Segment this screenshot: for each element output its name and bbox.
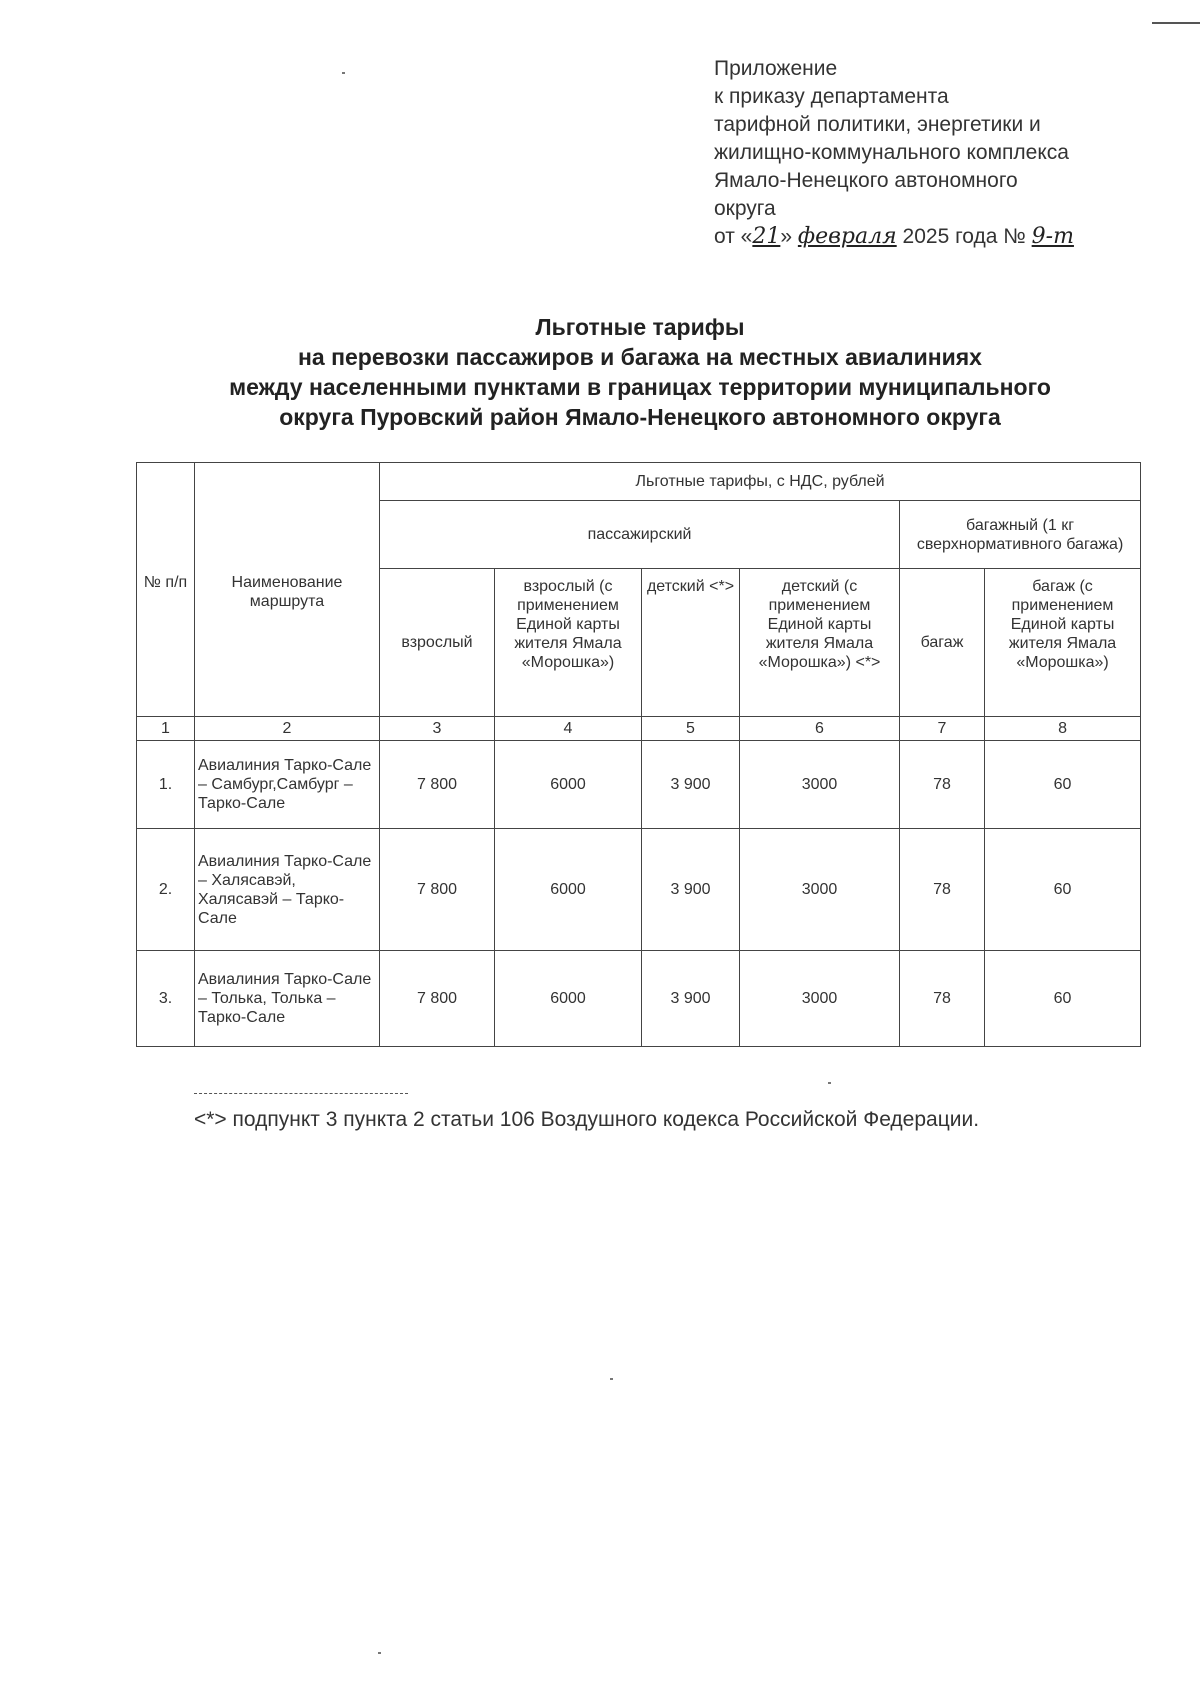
route-name: Авиалиния Тарко-Сале – Халясавэй, Халясавэй – Тарко-Сале (195, 829, 380, 951)
header-child: детский <*> (642, 569, 740, 717)
scan-speck (378, 1652, 381, 1654)
header-group-passenger: пассажирский (380, 501, 900, 569)
order-date-line: от «21» февраля 2025 года № 9-т (714, 224, 1074, 249)
tariff-child: 3 900 (642, 951, 740, 1047)
title-line: между населенными пунктами в границах территории муниципального (229, 374, 1051, 400)
tariff-adult: 7 800 (380, 951, 495, 1047)
header-line: округа (714, 197, 776, 220)
tariff-baggage: 78 (900, 829, 985, 951)
column-number: 3 (380, 717, 495, 741)
scan-edge-mark (1152, 0, 1200, 24)
header-line: тарифной политики, энергетики и (714, 113, 1041, 136)
scan-speck (342, 72, 345, 74)
footnote-separator (194, 1093, 408, 1094)
route-name: Авиалиния Тарко-Сале – Самбург,Самбург – Тарко-Сале (195, 741, 380, 829)
tariff-child-card: 3000 (740, 829, 900, 951)
header-line: Ямало-Ненецкого автономного (714, 169, 1018, 192)
tariff-baggage-card: 60 (985, 829, 1141, 951)
header-baggage-card: багаж (с применением Единой карты жителя Ямала «Морошка») (985, 569, 1141, 717)
title-line: Льготные тарифы (535, 314, 745, 340)
column-number-row (137, 717, 1141, 741)
column-number: 6 (740, 717, 900, 741)
tariff-table (136, 462, 1141, 1047)
tariff-baggage: 78 (900, 951, 985, 1047)
tariff-adult-card: 6000 (495, 741, 642, 829)
tariff-adult-card: 6000 (495, 829, 642, 951)
header-group-baggage: багажный (1 кг сверхнормативного багажа) (900, 501, 1141, 569)
handwritten-order-number: 9-т (1031, 224, 1074, 249)
header-col-no: № п/п (137, 463, 195, 717)
document-title (120, 312, 1160, 432)
header-line: к приказу департамента (714, 85, 949, 108)
header-child-card: детский (с применением Единой карты жителя Ямала «Морошка») <*> (740, 569, 900, 717)
tariff-adult-card: 6000 (495, 951, 642, 1047)
title-line: округа Пуровский район Ямало-Ненецкого автономного округа (279, 404, 1001, 430)
table-row (137, 741, 1141, 829)
header-line: жилищно-коммунального комплекса (714, 141, 1069, 164)
tariff-child-card: 3000 (740, 741, 900, 829)
table-row (137, 829, 1141, 951)
tariff-baggage: 78 (900, 741, 985, 829)
column-number: 2 (195, 717, 380, 741)
tariff-child: 3 900 (642, 741, 740, 829)
scan-speck (610, 1378, 613, 1380)
row-number: 3. (137, 951, 195, 1047)
tariff-child-card: 3000 (740, 951, 900, 1047)
table-row (137, 951, 1141, 1047)
header-baggage: багаж (900, 569, 985, 717)
footnote-text: <*> подпункт 3 пункта 2 статьи 106 Воздушного кодекса Российской Федерации. (194, 1108, 980, 1131)
column-number: 4 (495, 717, 642, 741)
tariff-adult: 7 800 (380, 741, 495, 829)
header-col-route: Наименование маршрута (195, 463, 380, 717)
tariff-adult: 7 800 (380, 829, 495, 951)
column-number: 7 (900, 717, 985, 741)
scan-speck (828, 1082, 831, 1084)
header-adult-card: взрослый (с применением Единой карты жителя Ямала «Морошка») (495, 569, 642, 717)
tariff-baggage-card: 60 (985, 951, 1141, 1047)
tariff-child: 3 900 (642, 829, 740, 951)
handwritten-day: 21 (752, 224, 781, 249)
header-group-tariffs: Льготные тарифы, с НДС, рублей (380, 463, 1141, 501)
tariff-baggage-card: 60 (985, 741, 1141, 829)
row-number: 1. (137, 741, 195, 829)
row-number: 2. (137, 829, 195, 951)
header-adult: взрослый (380, 569, 495, 717)
column-number: 1 (137, 717, 195, 741)
appendix-header (714, 55, 1164, 251)
column-number: 8 (985, 717, 1141, 741)
route-name: Авиалиния Тарко-Сале – Толька, Толька – Тарко-Сале (195, 951, 380, 1047)
handwritten-month: февраля (797, 224, 897, 249)
column-number: 5 (642, 717, 740, 741)
title-line: на перевозки пассажиров и багажа на местных авиалиниях (298, 344, 982, 370)
header-line: Приложение (714, 57, 838, 80)
